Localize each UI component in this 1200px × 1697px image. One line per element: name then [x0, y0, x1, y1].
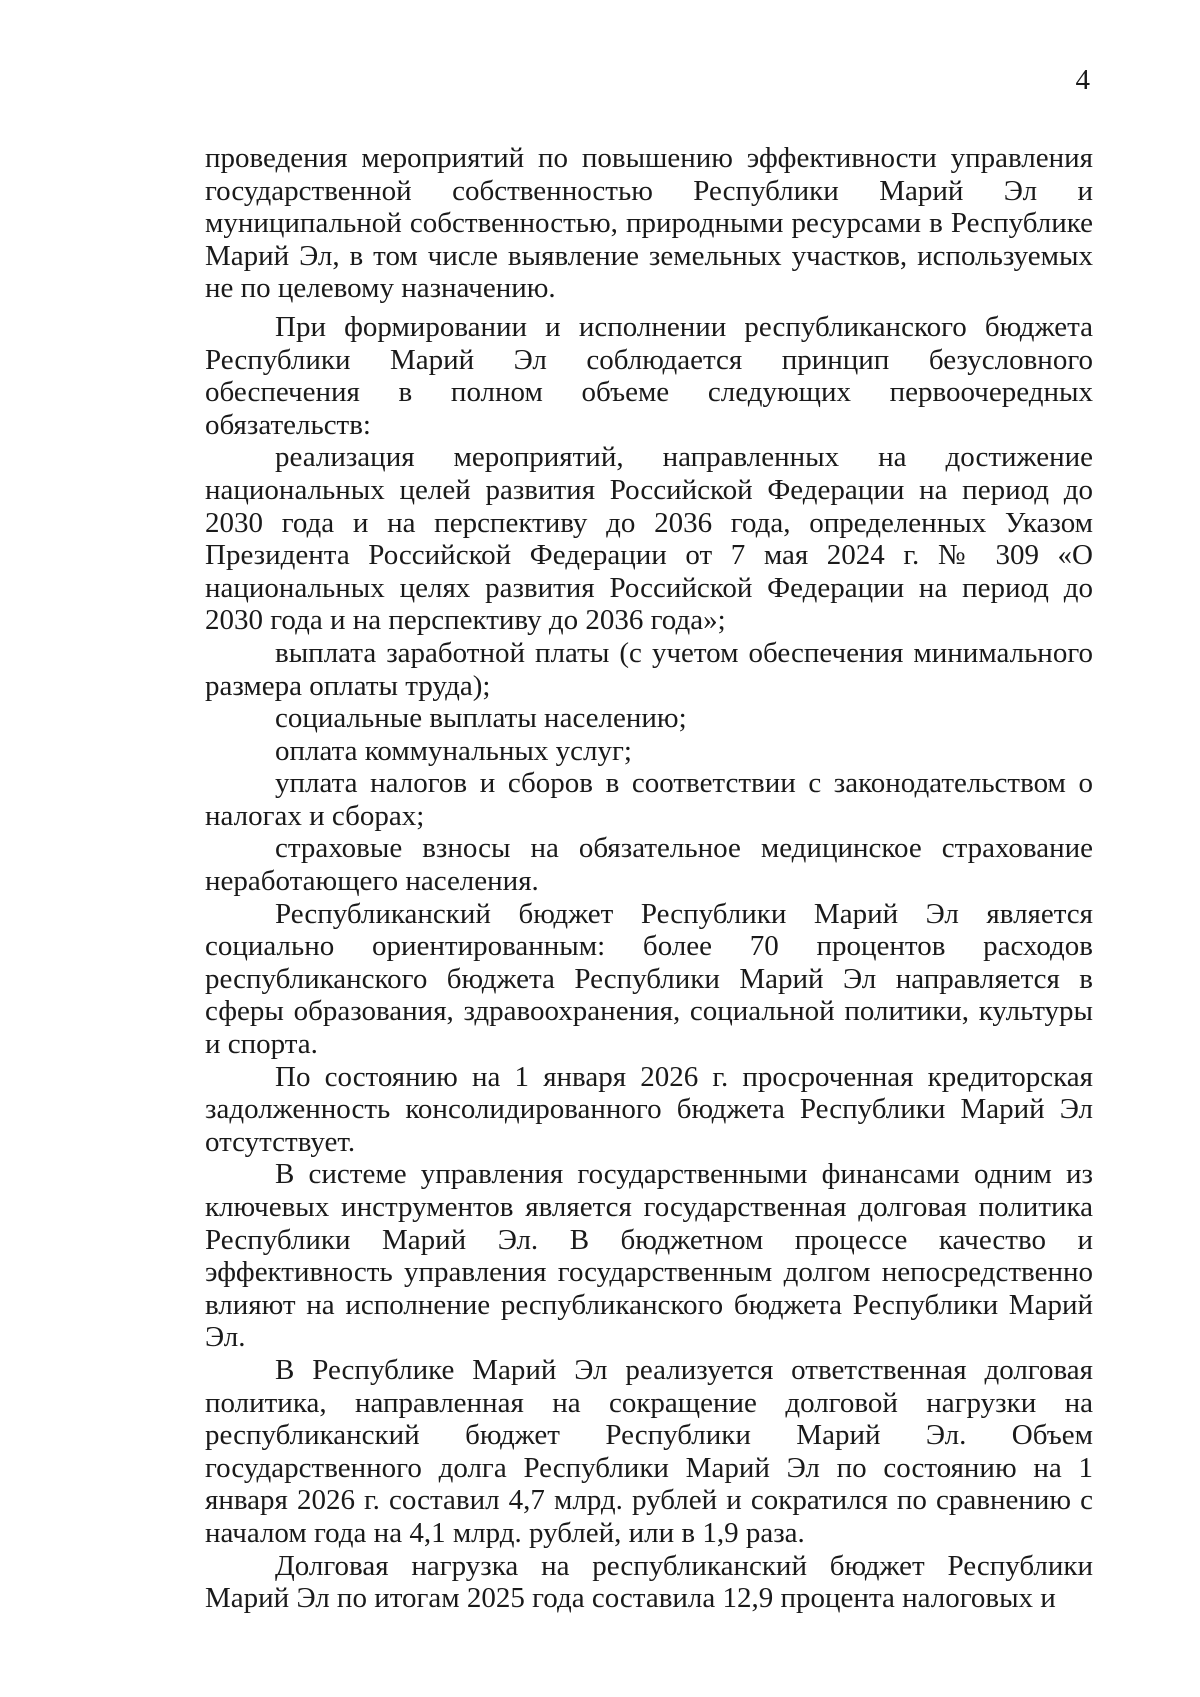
- list-item-utilities: оплата коммунальных услуг;: [275, 734, 632, 767]
- document-body: [205, 142, 1093, 1615]
- list-item-insurance: страховые взносы на обязательное медицинское страхование неработающего населения.: [205, 832, 1093, 898]
- list-item-taxes: уплата налогов и сборов в соответствии с законодательством о налогах и сборах;: [205, 767, 1093, 832]
- list-item-social-payments: социальные выплаты населению;: [275, 702, 687, 735]
- list-item-salary: выплата заработной платы (с учетом обеспечения минимального размера оплаты труда);: [205, 636, 1093, 702]
- paragraph-budget-priorities: При формировании и исполнении республиканского бюджета Республики Марий Эл соблюдается принцип безусловного обеспечения в полном объеме следующих первоочередных обязательств:: [205, 310, 1093, 441]
- paragraph-debt-reduction: В Республике Марий Эл реализуется ответственная долговая политика, направленная на сокращение долговой нагрузки на республиканский бюджет Республики Марий Эл. Объем государственного долга Республики Марий Эл по состоянию на 1 января 2026 г. составил 4,7 млрд. рублей и сократился по сравнению с началом года на 4,1 млрд. рублей, или в 1,9 раза.: [205, 1353, 1093, 1549]
- page-number: 4: [1075, 64, 1090, 96]
- paragraph-payables: По состоянию на 1 января 2026 г. просроченная кредиторская задолженность консолидированного бюджета Республики Марий Эл отсутствует.: [205, 1060, 1093, 1158]
- list-item-national-goals: реализация мероприятий, направленных на достижение национальных целей развития Российской Федерации на период до 2030 года и на перспективу до 2036 года, определенных Указом Президента Российской Федерации от 7 мая 2024 г. № 309 «О национальных целях развития Российской Федерации на период до 2030 года и на перспективу до 2036 года»;: [205, 441, 1093, 637]
- paragraph-social-orientation: Республиканский бюджет Республики Марий Эл является социально ориентированным: более 70 процентов расходов республиканского бюджета Республики Марий Эл направляется в сферы образования, здравоохранения, социальной политики, культуры и спорта.: [205, 897, 1093, 1061]
- paragraph-continuation: проведения мероприятий по повышению эффективности управления государственной собственностью Республики Марий Эл и муниципальной собственностью, природными ресурсами в Республике Марий Эл, в том числе выявление земельных участков, используемых не по целевому назначению.: [205, 142, 1093, 305]
- paragraph-debt-policy: В системе управления государственными финансами одним из ключевых инструментов является государственная долговая политика Республики Марий Эл. В бюджетном процессе качество и эффективность управления государственным долгом непосредственно влияют на исполнение республиканского бюджета Республики Марий Эл.: [205, 1158, 1093, 1354]
- paragraph-debt-burden: Долговая нагрузка на республиканский бюджет Республики Марий Эл по итогам 2025 года составила 12,9 процента налоговых и: [205, 1549, 1093, 1615]
